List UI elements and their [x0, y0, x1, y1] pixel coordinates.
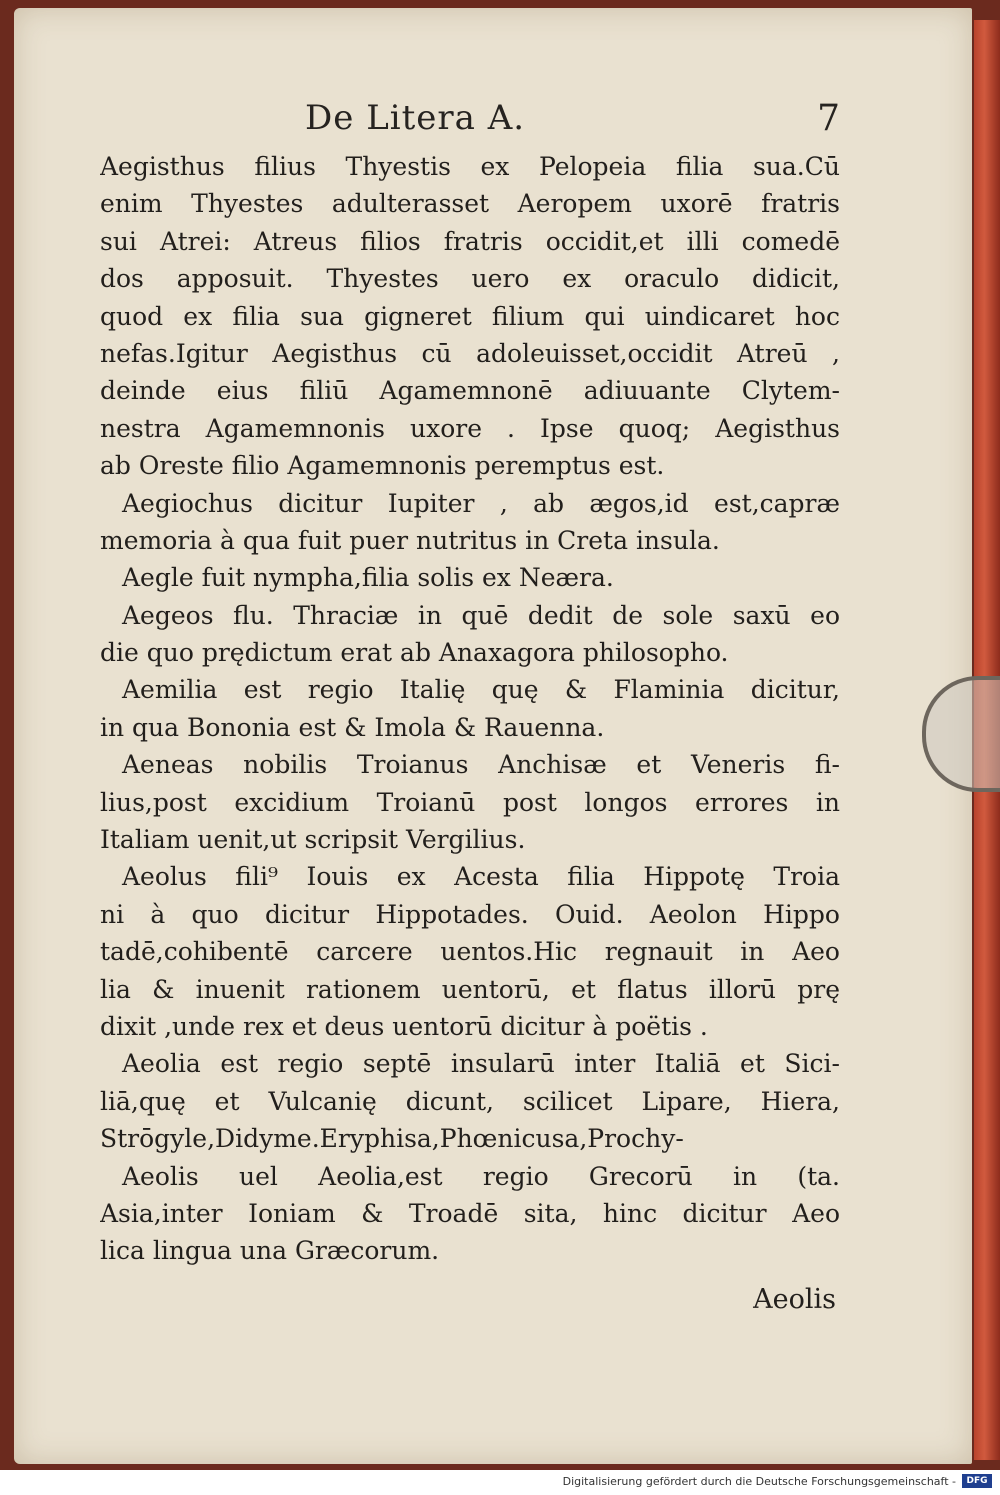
- text-line: enim Thyestes adulterasset Aeropem uxorē fratris: [100, 189, 840, 219]
- text-line: in qua Bononia est & Imola & Rauenna.: [100, 712, 605, 742]
- text-line: tadē,cohibentē carcere uentos.Hic regnauit in Aeo: [100, 937, 840, 967]
- text-line: Aegeos flu. Thraciæ in quē dedit de sole saxū eo: [122, 600, 840, 630]
- text-line: nestra Agamemnonis uxore . Ipse quoq; Aegisthus: [100, 413, 840, 443]
- text-line: die quo prędictum erat ab Anaxagora philosopho.: [100, 638, 729, 668]
- page-number: 7: [817, 98, 840, 139]
- body-text: [100, 148, 840, 1270]
- text-line: ab Oreste filio Agamemnonis peremptus est.: [100, 451, 665, 481]
- text-line: Asia,inter Ioniam & Troadē sita, hinc dicitur Aeo: [100, 1198, 840, 1228]
- text-line: Aemilia est regio Italię quę & Flaminia dicitur,: [122, 675, 840, 705]
- text-line: Italiam uenit,ut scripsit Vergilius.: [100, 825, 526, 855]
- text-line: memoria à qua fuit puer nutritus in Creta insula.: [100, 525, 720, 555]
- running-title: De Litera A.: [305, 98, 526, 138]
- text-line: Aeneas nobilis Troianus Anchisæ et Veneris fi-: [122, 750, 840, 780]
- text-line: lia & inuenit rationem uentorū, et flatus illorū prę: [100, 974, 840, 1004]
- text-line: ni à quo dicitur Hippotades. Ouid. Aeolon Hippo: [100, 899, 840, 929]
- text-line: sui Atrei: Atreus filios fratris occidit,et illi comedē: [100, 226, 840, 256]
- text-line: nefas.Igitur Aegisthus cū adoleuisset,occidit Atreū ,: [100, 338, 840, 368]
- catchword: Aeolis: [753, 1284, 836, 1315]
- text-line: Aegle fuit nympha,filia solis ex Neæra.: [122, 563, 614, 593]
- text-line: dos apposuit. Thyestes uero ex oraculo didicit,: [100, 264, 840, 294]
- text-line: Aeolis uel Aeolia,est regio Grecorū in (ta.: [122, 1161, 840, 1191]
- text-line: deinde eius filiū Agamemnonē adiuuante Clytem-: [100, 376, 840, 406]
- text-line: Strōgyle,Didyme.Eryphisa,Phœnicusa,Prochy-: [100, 1124, 684, 1154]
- dfg-logo: DFG: [962, 1474, 992, 1488]
- text-line: Aegisthus filius Thyestis ex Pelopeia filia sua.Cū: [100, 152, 840, 181]
- text-line: Aeolus fili⁹ Iouis ex Acesta filia Hippotę Troia: [122, 862, 840, 892]
- text-line: liā,quę et Vulcanię dicunt, scilicet Lipare, Hiera,: [100, 1086, 840, 1116]
- text-line: dixit ,unde rex et deus uentorū dicitur à poëtis .: [100, 1011, 708, 1041]
- footer-bar: [0, 1470, 1000, 1495]
- text-line: Aeolia est regio septē insularū inter Italiā et Sici-: [122, 1049, 840, 1079]
- text-line: quod ex filia sua gigneret filium qui uindicaret hoc: [100, 301, 840, 331]
- text-line: lius,post excidium Troianū post longos errores in: [100, 787, 840, 817]
- page-header: [100, 98, 840, 144]
- text-line: Aegiochus dicitur Iupiter , ab ægos,id est,capræ: [122, 488, 840, 518]
- footer-credit: Digitalisierung gefördert durch die Deutsche Forschungsgemeinschaft -: [562, 1475, 956, 1488]
- text-line: lica lingua una Græcorum.: [100, 1236, 440, 1266]
